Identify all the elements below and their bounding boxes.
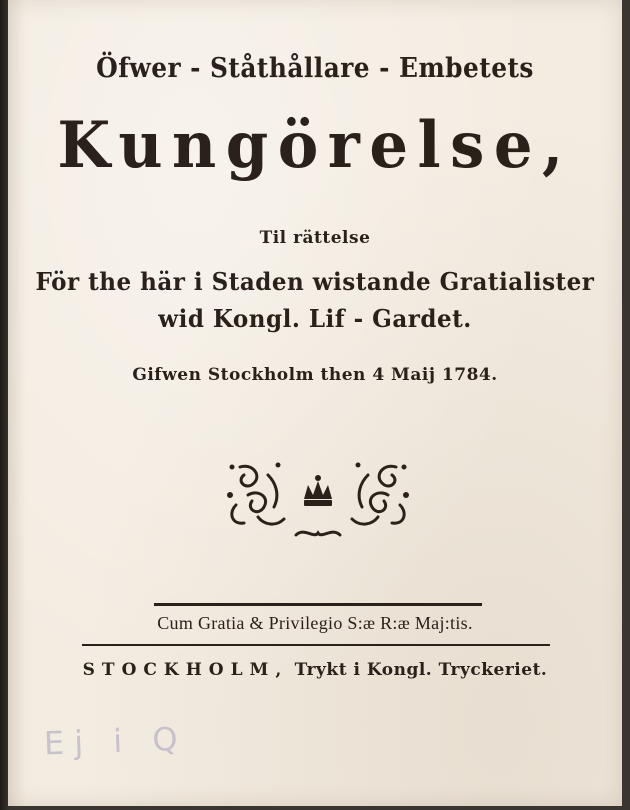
authority-heading: Öfwer - Ståthållare - Embetets (96, 53, 534, 84)
document-page (8, 0, 622, 806)
bottom-rule-divider (82, 644, 550, 646)
crown-with-flourishes-icon (218, 455, 418, 545)
recipients-line-2: wid Kongl. Lif - Gardet. (158, 304, 472, 333)
pencil-annotation: Ej i Q (43, 719, 189, 763)
document-subtitle: Til rättelse (259, 228, 371, 248)
imprint-line (8, 660, 622, 680)
document-title: Kungörelse, (57, 108, 573, 183)
privilege-line: Cum Gratia & Privilegio S:æ R:æ Maj:tis. (157, 613, 473, 633)
dateline: Gifwen Stockholm then 4 Maij 1784. (132, 365, 498, 385)
top-rule-divider (154, 603, 482, 606)
recipients-line-1: För the här i Staden wistande Gratialister (35, 267, 595, 296)
imprint-city: STOCKHOLM, (82, 660, 289, 680)
imprint-printer: Trykt i Kongl. Tryckeriet. (288, 660, 548, 680)
